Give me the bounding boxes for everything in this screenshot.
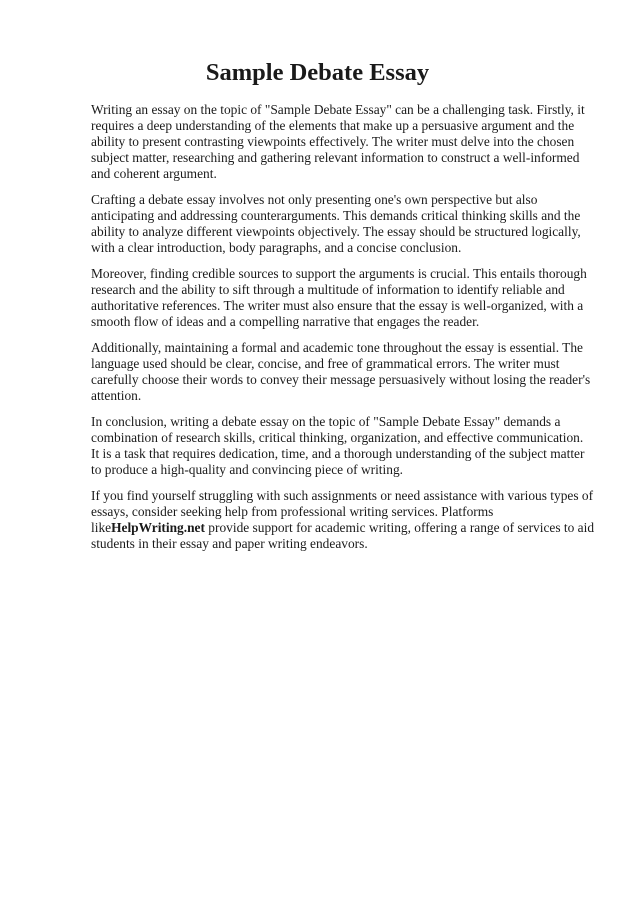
paragraph-4: Additionally, maintaining a formal and academic tone throughout the essay is essential. The language used should be clear, concise, and free of grammatical errors. The writer must carefully choose their words to convey their message persuasively without losing the reader's attention.: [91, 340, 591, 403]
paragraph-2: Crafting a debate essay involves not only presenting one's own perspective but also anticipating and addressing counterarguments. This demands critical thinking skills and the ability to analyze different viewpoints objectively. The essay should be structured logically, with a clear introduction, body paragraphs, and a concise conclusion.: [91, 192, 581, 255]
closing-paragraph: [91, 488, 594, 552]
document-title: Sample Debate Essay: [205, 59, 430, 86]
closing-text-before: If you find yourself struggling with such assignments or need assistance with various types of essays, consider seeking help from professional writing services. Platforms like: [91, 488, 594, 535]
closing-text-after: provide support for academic writing, offering a range of services to aid students in their essay and paper writing endeavors.: [91, 520, 595, 551]
paragraph-1: Writing an essay on the topic of "Sample Debate Essay" can be a challenging task. Firstly, it requires a deep understanding of the elements that make up a persuasive argument and the ability to present contrasting viewpoints effectively. The writer must delve into the chosen subject matter, researching and gathering relevant information to construct a well-informed and coherent argument.: [91, 102, 585, 181]
paragraph-3: Moreover, finding credible sources to support the arguments is crucial. This entails thorough research and the ability to sift through a multitude of information to identify reliable and authoritative references. The writer must also ensure that the essay is well-organized, with a smooth flow of ideas and a compelling narrative that engages the reader.: [91, 266, 587, 329]
brand-link[interactable]: HelpWriting.net: [111, 520, 205, 535]
paragraph-5: In conclusion, writing a debate essay on the topic of "Sample Debate Essay" demands a combination of research skills, critical thinking, organization, and effective communication. It is a task that requires dedication, time, and a thorough understanding of the subject matter to produce a high-quality and convincing piece of writing.: [91, 414, 585, 477]
